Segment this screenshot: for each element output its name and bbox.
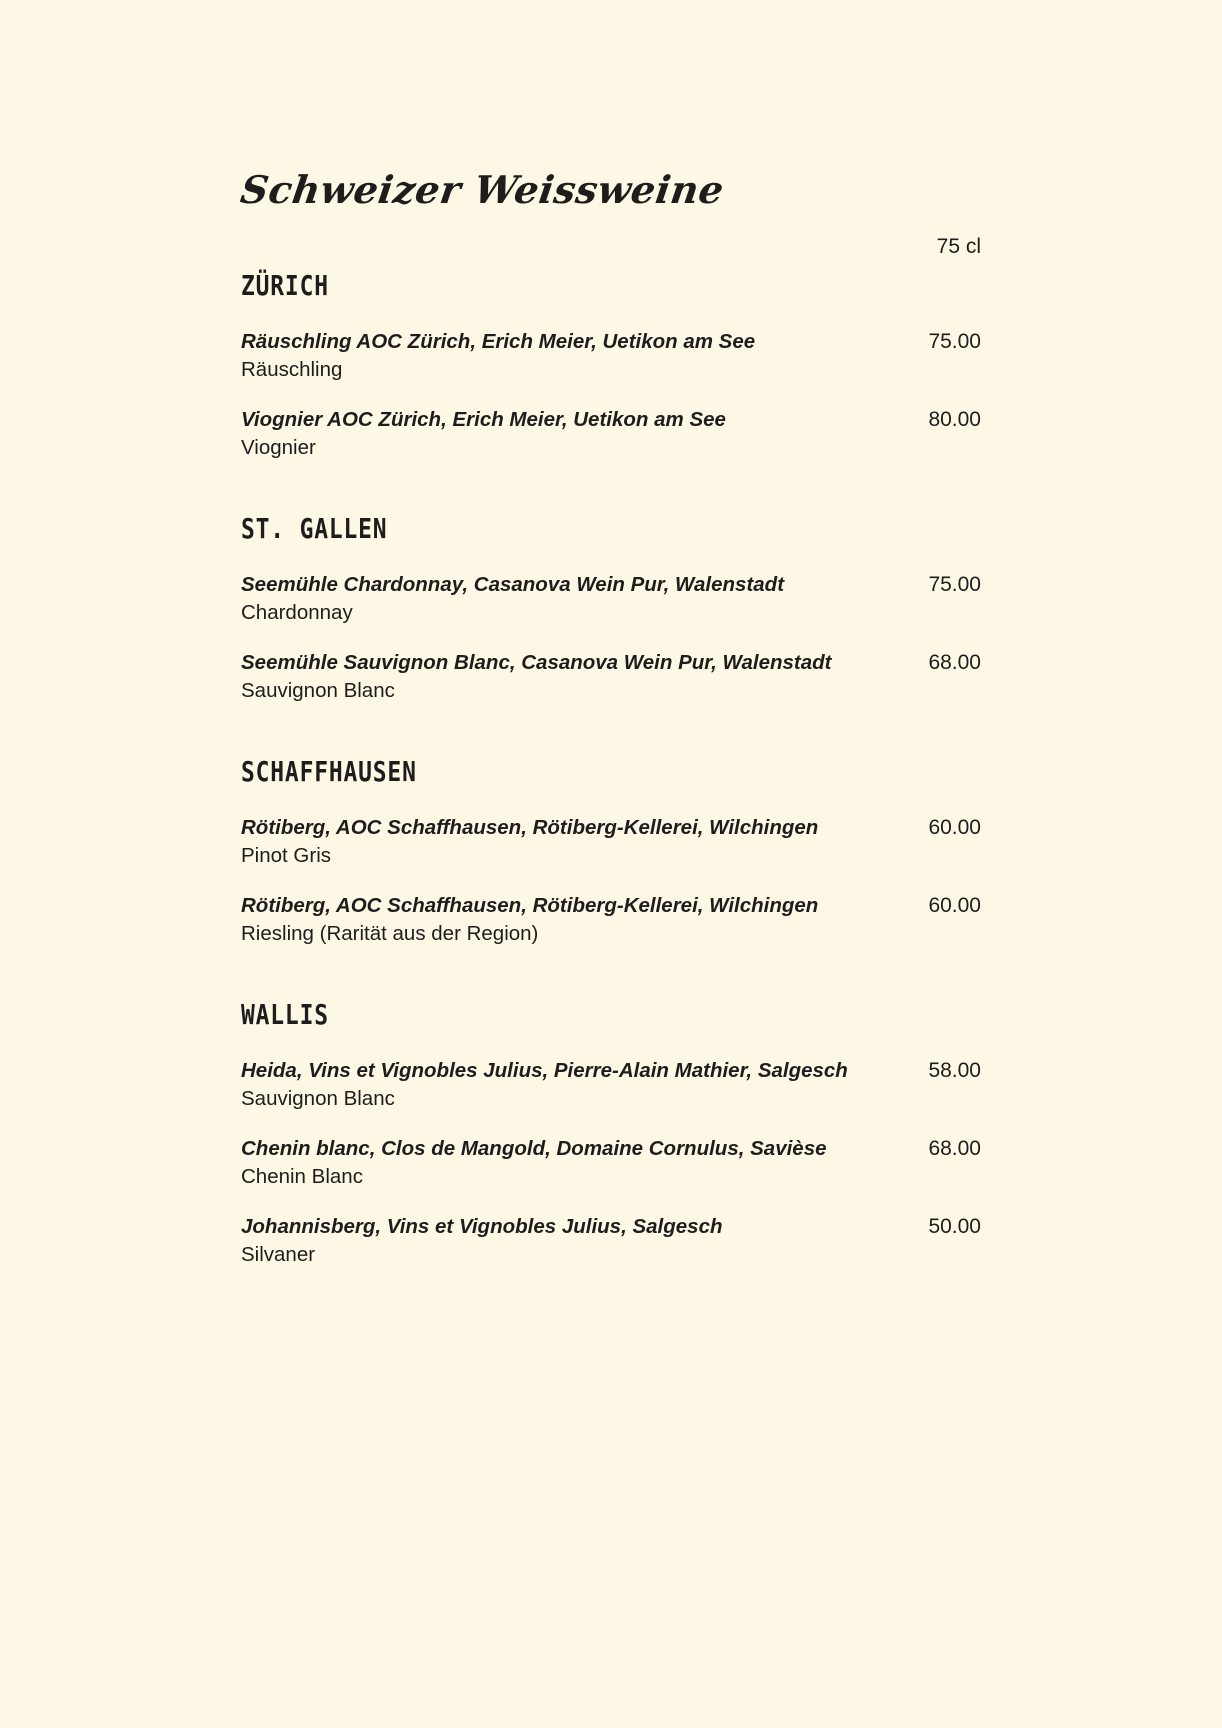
wine-menu-page xyxy=(237,160,981,1268)
wine-grape: Chenin Blanc xyxy=(241,1165,363,1188)
wine-item xyxy=(241,406,981,461)
wine-item xyxy=(241,1057,981,1112)
wine-grape: Viognier xyxy=(241,436,316,459)
wine-name: Seemühle Sauvignon Blanc, Casanova Wein Pur, Walenstadt xyxy=(241,651,832,674)
region-title: ZÜRICH xyxy=(241,269,329,302)
region-title: WALLIS xyxy=(241,998,329,1031)
wine-grape: Räuschling xyxy=(241,358,343,381)
wine-price: 68.00 xyxy=(928,1137,981,1160)
wine-price: 80.00 xyxy=(928,408,981,431)
wine-grape: Pinot Gris xyxy=(241,844,331,867)
wine-name: Viognier AOC Zürich, Erich Meier, Uetikon am See xyxy=(241,408,726,431)
wine-item xyxy=(241,571,981,626)
wine-grape: Sauvignon Blanc xyxy=(241,679,395,702)
wine-item xyxy=(241,649,981,704)
region-wallis xyxy=(241,995,981,1268)
wine-item xyxy=(241,1135,981,1190)
wine-name: Chenin blanc, Clos de Mangold, Domaine Cornulus, Savièse xyxy=(241,1137,827,1160)
wine-price: 68.00 xyxy=(928,651,981,674)
wine-name: Heida, Vins et Vignobles Julius, Pierre-Alain Mathier, Salgesch xyxy=(241,1059,848,1082)
wine-item xyxy=(241,328,981,383)
wine-price: 60.00 xyxy=(928,816,981,839)
wine-name: Rötiberg, AOC Schaffhausen, Rötiberg-Kellerei, Wilchingen xyxy=(241,894,819,917)
wine-price: 75.00 xyxy=(928,330,981,353)
region-title: ST. GALLEN xyxy=(241,512,388,545)
wine-price: 58.00 xyxy=(928,1059,981,1082)
wine-item xyxy=(241,1213,981,1268)
wine-name: Seemühle Chardonnay, Casanova Wein Pur, Walenstadt xyxy=(241,573,785,596)
region-title: SCHAFFHAUSEN xyxy=(241,755,417,788)
region-zurich xyxy=(241,266,981,461)
bottle-size-header: 75 cl xyxy=(936,235,981,258)
wine-grape: Riesling (Rarität aus der Region) xyxy=(241,922,539,945)
wine-item xyxy=(241,814,981,869)
wine-item xyxy=(241,892,981,947)
page-title: Schweizer Weissweine xyxy=(237,167,727,212)
wine-name: Räuschling AOC Zürich, Erich Meier, Uetikon am See xyxy=(241,330,756,353)
wine-price: 50.00 xyxy=(928,1215,981,1238)
region-schaffhausen xyxy=(241,752,981,947)
wine-name: Johannisberg, Vins et Vignobles Julius, Salgesch xyxy=(241,1215,723,1238)
wine-name: Rötiberg, AOC Schaffhausen, Rötiberg-Kellerei, Wilchingen xyxy=(241,816,819,839)
region-st-gallen xyxy=(241,509,981,704)
wine-price: 75.00 xyxy=(928,573,981,596)
wine-price: 60.00 xyxy=(928,894,981,917)
wine-grape: Sauvignon Blanc xyxy=(241,1087,395,1110)
wine-grape: Chardonnay xyxy=(241,601,353,624)
wine-grape: Silvaner xyxy=(241,1243,316,1266)
